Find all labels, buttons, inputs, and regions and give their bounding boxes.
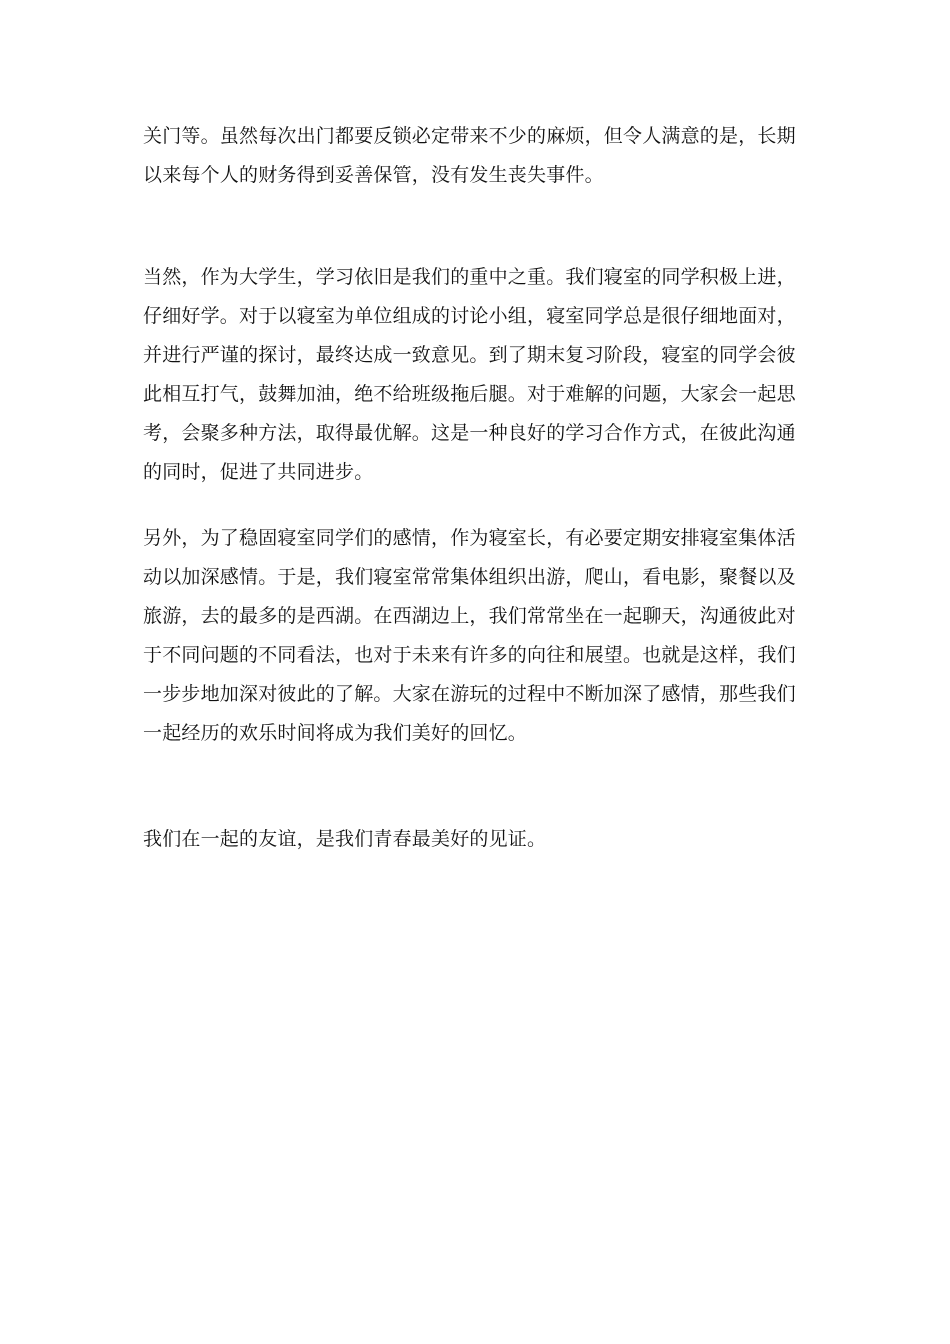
text-line: 我们在一起的友谊，是我们青春最美好的见证。 [143,828,547,850]
text-line: 此相互打气，鼓舞加油，绝不给班级拖后腿。对于难解的问题，大家会一起思 [143,383,796,405]
text-line: 一起经历的欢乐时间将成为我们美好的回忆。 [143,722,528,744]
paragraph-2 [143,258,796,492]
text-line: 并进行严谨的探讨，最终达成一致意见。到了期末复习阶段，寝室的同学会彼 [143,344,796,366]
text-line: 关门等。虽然每次出门都要反锁必定带来不少的麻烦，但令人满意的是，长期 [143,125,796,147]
text-line: 以来每个人的财务得到妥善保管，没有发生丧失事件。 [143,164,604,186]
text-line: 当然，作为大学生，学习依旧是我们的重中之重。我们寝室的同学积极上进， [143,266,796,288]
text-line: 仔细好学。对于以寝室为单位组成的讨论小组，寝室同学总是很仔细地面对， [143,305,796,327]
paragraph-3 [143,519,796,753]
text-line: 动以加深感情。于是，我们寝室常常集体组织出游，爬山，看电影，聚餐以及 [143,566,796,588]
text-line: 另外，为了稳固寝室同学们的感情，作为寝室长，有必要定期安排寝室集体活 [143,527,796,549]
paragraph-4 [143,820,546,859]
text-line: 旅游，去的最多的是西湖。在西湖边上，我们常常坐在一起聊天，沟通彼此对 [143,605,796,627]
paragraph-1 [143,117,796,195]
text-line: 于不同问题的不同看法，也对于未来有许多的向往和展望。也就是这样，我们 [143,644,796,666]
text-line: 的同时，促进了共同进步。 [143,461,374,483]
text-line: 一步步地加深对彼此的了解。大家在游玩的过程中不断加深了感情，那些我们 [143,683,796,705]
text-line: 考，会聚多种方法，取得最优解。这是一种良好的学习合作方式，在彼此沟通 [143,422,796,444]
